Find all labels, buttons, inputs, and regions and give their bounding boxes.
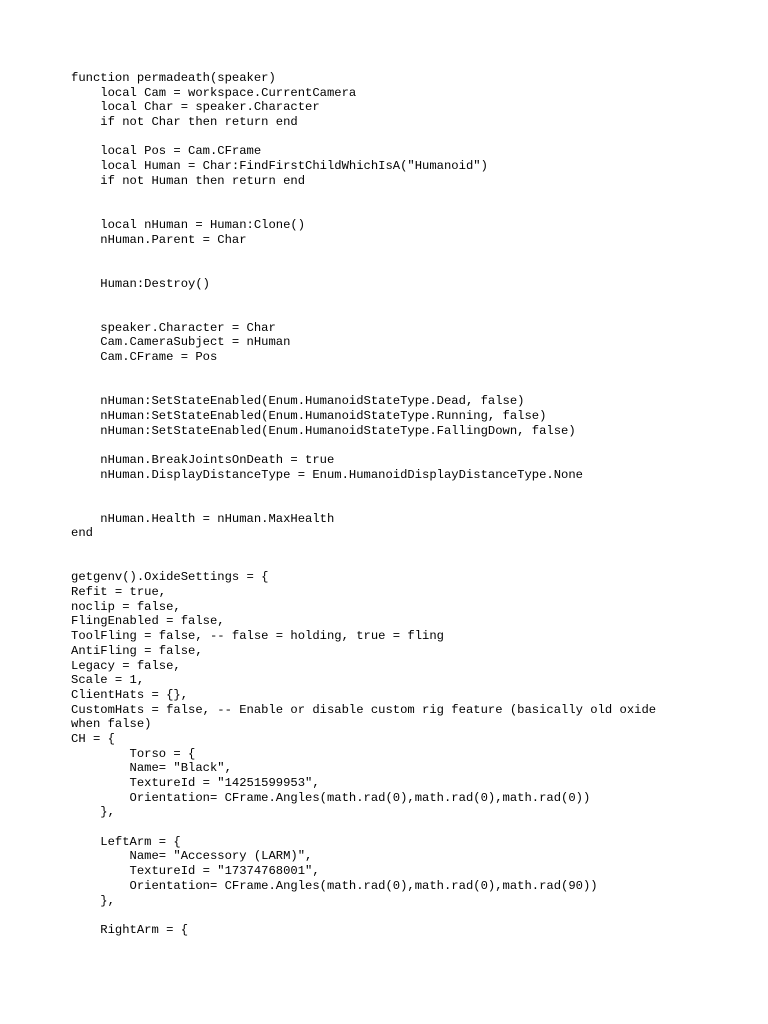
code-line: local nHuman = Human:Clone() [71,217,306,232]
code-line: speaker.Character = Char [71,320,276,335]
code-line: Refit = true, [71,585,167,600]
code-line [71,247,711,262]
code-line [71,497,711,512]
code-line: ToolFling = false, -- false = holding, true = fling [71,629,444,644]
code-line [71,306,711,321]
code-line [71,438,711,453]
code-line: local Pos = Cam.CFrame [71,144,262,159]
code-line: Name= "Black", [71,761,232,776]
code-line: if not Char then return end [71,115,298,130]
code-line: function permadeath(speaker) [71,71,276,85]
code-line: RightArm = { [71,922,189,937]
code-line: ClientHats = {}, [71,687,189,702]
code-line [71,908,711,923]
code-line: FlingEnabled = false, [71,614,225,629]
code-line [71,365,711,380]
code-line: }, [71,893,115,908]
code-line: noclip = false, [71,599,181,614]
code-line: nHuman.Health = nHuman.MaxHealth [71,511,335,526]
code-line: TextureId = "14251599953", [71,776,320,790]
code-line: Cam.CameraSubject = nHuman [71,335,291,350]
code-line: Torso = { [71,746,196,761]
code-line [71,291,711,306]
code-line: local Char = speaker.Character [71,100,320,115]
code-line: }, [71,805,115,820]
code-line: if not Human then return end [71,173,306,188]
code-line: nHuman.Parent = Char [71,232,247,247]
code-line: Cam.CFrame = Pos [71,350,218,365]
code-line: CustomHats = false, -- Enable or disable custom rig feature (basically old oxide [71,702,657,717]
code-line [71,379,711,394]
code-line [71,130,711,145]
code-line: Scale = 1, [71,673,145,688]
code-line [71,203,711,218]
code-line: local Human = Char:FindFirstChildWhichIsA("Humanoid") [71,159,488,174]
code-line [71,556,711,571]
code-line: Orientation= CFrame.Angles(math.rad(0),math.rad(0),math.rad(90)) [71,878,598,893]
code-line: LeftArm = { [71,834,181,849]
code-line: nHuman.DisplayDistanceType = Enum.HumanoidDisplayDistanceType.None [71,467,583,482]
code-line: TextureId = "17374768001", [71,864,320,879]
code-line [71,189,711,204]
code-line: getgenv().OxideSettings = { [71,570,269,585]
code-line: nHuman.BreakJointsOnDeath = true [71,452,335,467]
code-line: Legacy = false, [71,658,181,673]
code-line: CH = { [71,731,115,746]
code-line [71,482,711,497]
code-line [71,820,711,835]
code-line [71,262,711,277]
code-line: when false) [71,717,152,732]
code-line [71,541,711,556]
code-block [71,71,711,938]
code-line: end [71,526,93,541]
code-line: Orientation= CFrame.Angles(math.rad(0),math.rad(0),math.rad(0)) [71,790,591,805]
code-line: Human:Destroy() [71,276,210,291]
code-line: AntiFling = false, [71,643,203,658]
code-line: nHuman:SetStateEnabled(Enum.HumanoidStateType.Running, false) [71,408,547,423]
code-line: local Cam = workspace.CurrentCamera [71,85,357,100]
code-line: nHuman:SetStateEnabled(Enum.HumanoidStateType.Dead, false) [71,394,525,409]
code-line: Name= "Accessory (LARM)", [71,849,313,864]
code-line: nHuman:SetStateEnabled(Enum.HumanoidStateType.FallingDown, false) [71,423,576,438]
